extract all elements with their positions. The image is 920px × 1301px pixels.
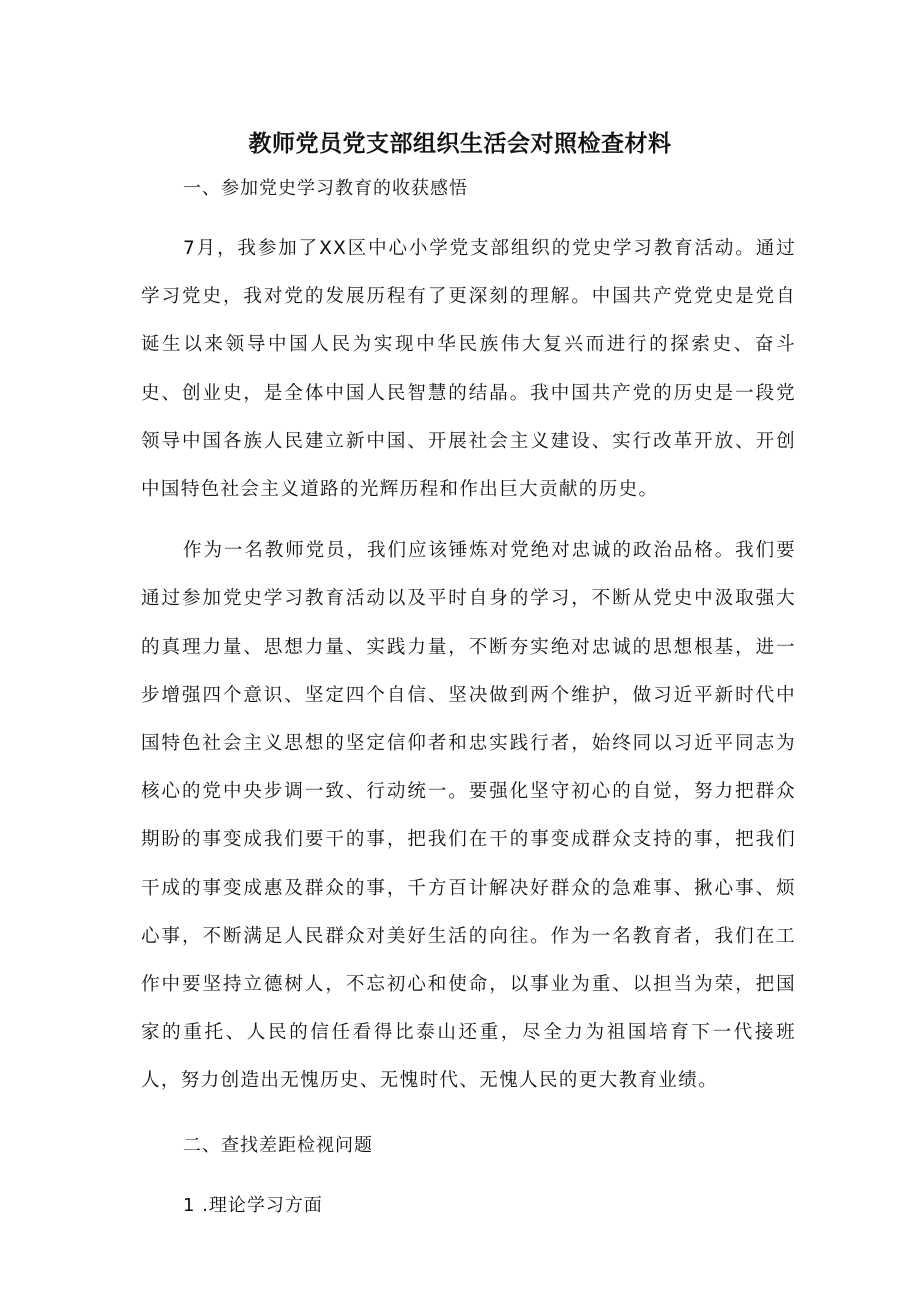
subsection-heading-theory: 1 .理论学习方面 [183, 1194, 323, 1216]
section-heading-problems: 二、查找差距检视问题 [183, 1134, 373, 1156]
section-heading-gains: 一、参加党史学习教育的收获感悟 [183, 178, 468, 199]
paragraph-teacher-loyalty: 作为一名教师党员，我们应该锤炼对党绝对忠诚的政治品格。我们要通过参加党史学习教育活动以及平时自身的学习，不断从党史中汲取强大的真理力量、思想力量、实践力量，不断夯实绝对忠诚的思想根基，进一步增强四个意识、坚定四个自信、坚决做到两个维护，做习近平新时代中国特色社会主义思想的坚定信仰者和忠实践行者，始终同以习近平同志为核心的党中央步调一致、行动统一。要强化坚守初心的自觉，努力把群众期盼的事变成我们要干的事，把我们在干的事变成群众支持的事，把我们干成的事变成惠及群众的事，千方百计解决好群众的急难事、揪心事、烦心事，不断满足人民群众对美好生活的向往。作为一名教育者，我们在工作中要坚持立德树人，不忘初心和使命，以事业为重、以担当为荣，把国家的重托、人民的信任看得比泰山还重，尽全力为祖国培育下一代接班人，努力创造出无愧历史、无愧时代、无愧人民的更大教育业绩。 [141, 540, 796, 1092]
document-body [141, 171, 796, 1223]
paragraph-study-activity: 7月，我参加了XX区中心小学党支部组织的党史学习教育活动。通过学习党史，我对党的发展历程有了更深刻的理解。中国共产党党史是党自诞生以来领导中国人民为实现中华民族伟大复兴而进行的探索史、奋斗史、创业史，是全体中国人民智慧的结晶。我中国共产党的历史是一段党领导中国各族人民建立新中国、开展社会主义建设、实行改革开放、开创中国特色社会主义道路的光辉历程和作出巨大贡献的历史。 [141, 238, 796, 501]
document-title: 教师党员党支部组织生活会对照检查材料 [248, 131, 672, 157]
